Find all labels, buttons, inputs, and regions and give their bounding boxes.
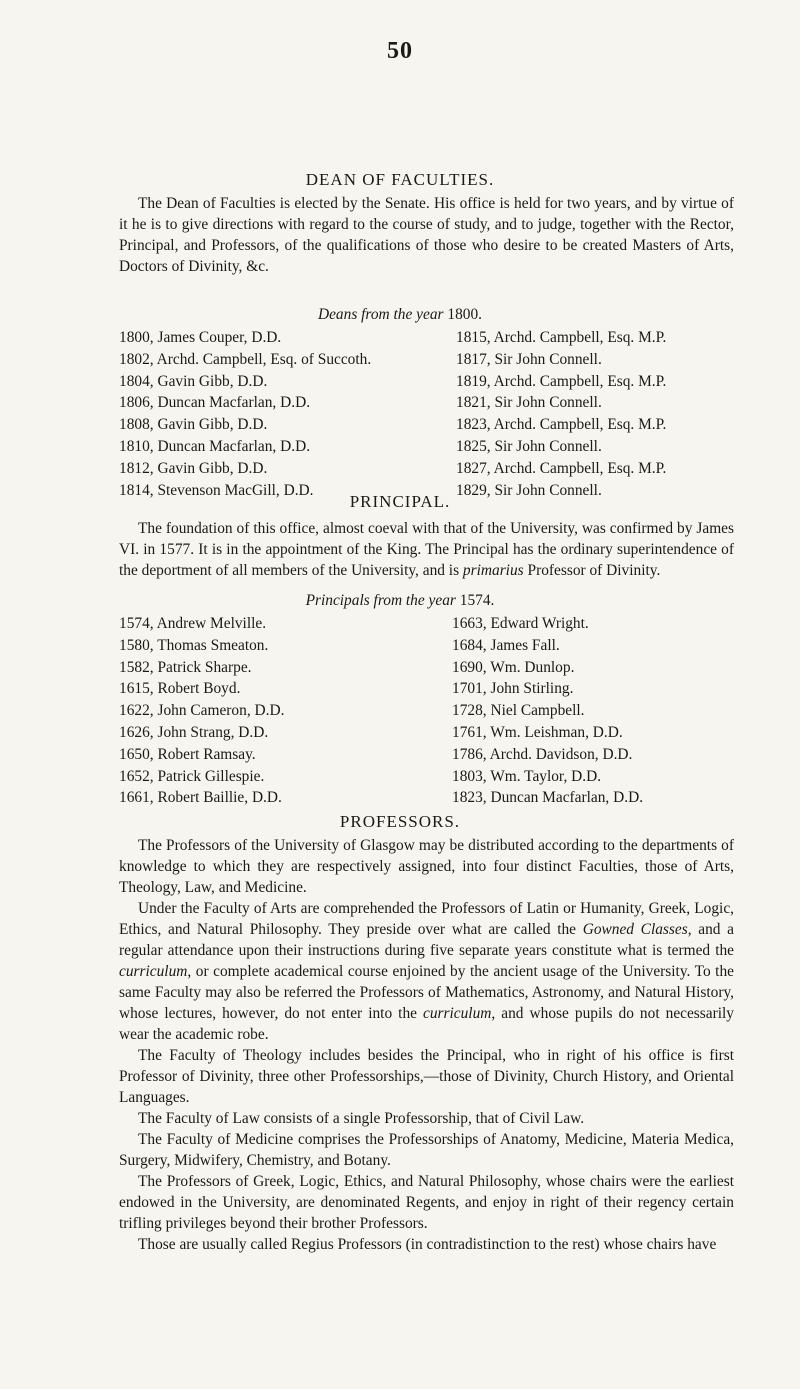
principals-caption-year: 1574. [459,592,495,609]
professors-paragraph-3: The Faculty of Theology includes besides the Principal, who in right of his office is first Professor of Divinity, three other Professorships,—those of Divinity, Church History, and Oriental Languages. [119,1047,734,1106]
deans-list-left [119,327,371,501]
list-item: 1802, Archd. Campbell, Esq. of Succoth. [119,350,372,368]
list-item: 1650, Robert Ramsay. [119,745,256,763]
list-item: 1803, Wm. Taylor, D.D. [452,767,602,785]
list-item: 1615, Robert Boyd. [119,680,241,698]
list-item: 1825, Sir John Connell. [456,437,602,455]
professors-paragraph-6: The Professors of Greek, Logic, Ethics, and Natural Philosophy, whose chairs were the earliest endowed in the University, are denominated Regents, and enjoy in right of their regency certain trifling privileges beyond their brother Professors. [119,1173,734,1232]
principal-heading: PRINCIPAL. [349,492,451,511]
principal-text-b: Professor of Divinity. [523,562,661,579]
professors-p2-emphasis-1: Gowned Classes [582,921,688,938]
principal-paragraph [119,518,734,581]
list-item: 1626, John Strang, D.D. [119,723,269,741]
list-item: 1786, Archd. Davidson, D.D. [452,745,633,763]
list-item: 1580, Thomas Smeaton. [119,636,269,654]
principal-emphasis: primarius [462,562,524,579]
list-item: 1829, Sir John Connell. [456,481,602,499]
professors-paragraph-4: The Faculty of Law consists of a single Professorship, that of Civil Law. [138,1110,585,1127]
professors-paragraph-7: Those are usually called Regius Professors (in contradistinction to the rest) whose chairs have [138,1236,717,1253]
deans-caption-text: Deans from the year [317,306,444,323]
list-item: 1800, James Couper, D.D. [119,329,282,346]
deans-list-right [456,327,666,501]
list-item: 1821, Sir John Connell. [456,394,602,412]
list-item: 1823, Archd. Campbell, Esq. M.P. [456,416,667,434]
professors-p2-text-c: , or complete academical course enjoined by the ancient usage of the University. To the same Faculty may also be referred the Professors of Mathematics, Astronomy, and Natural History, whose lectures, however, do not enter into the [119,963,734,1022]
list-item: 1684, James Fall. [452,636,560,654]
professors-paragraph-5: The Faculty of Medicine comprises the Professorships of Anatomy, Medicine, Materia Medica, Surgery, Midwifery, Chemistry, and Botany. [119,1131,734,1169]
list-item: 1815, Archd. Campbell, Esq. M.P. [456,329,667,346]
professors-p2-emphasis-2: curriculum [119,963,188,980]
list-item: 1817, Sir John Connell. [456,350,602,368]
professors-p2-text-d: , and whose pupils do not necessarily wear the academic robe. [119,1005,734,1043]
list-item: 1814, Stevenson MacGill, D.D. [119,481,314,499]
list-item: 1819, Archd. Campbell, Esq. M.P. [456,372,667,390]
list-item: 1701, John Stirling. [452,680,574,698]
dean-heading: DEAN OF FACULTIES. [305,170,495,189]
list-item: 1661, Robert Baillie, D.D. [119,789,282,807]
principals-caption-text: Principals from the year [305,592,456,609]
principals-list-right [452,613,643,809]
list-item: 1806, Duncan Macfarlan, D.D. [119,394,311,412]
professors-heading: PROFESSORS. [339,812,461,831]
list-item: 1827, Archd. Campbell, Esq. M.P. [456,459,667,477]
professors-paragraph-2 [119,898,734,1045]
list-item: 1652, Patrick Gillespie. [119,767,265,785]
list-item: 1690, Wm. Dunlop. [452,658,575,676]
dean-paragraph: The Dean of Faculties is elected by the Senate. His office is held for two years, and by virtue of it he is to give directions with regard to the course of study, and to judge, together with the Rector, Principal, and Professors, of the qualifications of those who desire to be created Masters of Arts, Doctors of Divinity, &c. [119,195,734,275]
list-item: 1804, Gavin Gibb, D.D. [119,372,268,390]
principals-list-caption [0,592,800,610]
list-item: 1810, Duncan Macfarlan, D.D. [119,437,311,455]
list-item: 1812, Gavin Gibb, D.D. [119,459,268,477]
list-item: 1808, Gavin Gibb, D.D. [119,416,268,434]
list-item: 1574, Andrew Melville. [119,615,267,632]
list-item: 1582, Patrick Sharpe. [119,658,252,676]
principals-list-left [119,613,284,809]
page-number: 50 [387,38,413,64]
professors-p2-text-b: , and a regular attendance upon their instructions during five separate years constitute what is termed the [119,921,734,959]
principal-text-a: The foundation of this office, almost coeval with that of the University, was confirmed by James VI. in 1577. It is in the appointment of the King. The Principal has the ordinary superintendence of the deportment of all members of the University, and is [119,520,734,579]
list-item: 1761, Wm. Leishman, D.D. [452,723,623,741]
deans-caption-year: 1800. [447,306,483,323]
deans-list-caption [0,306,800,324]
professors-p2-emphasis-3: curriculum [423,1005,492,1022]
list-item: 1622, John Cameron, D.D. [119,702,285,720]
list-item: 1728, Niel Campbell. [452,702,585,720]
professors-paragraph-1: The Professors of the University of Glasgow may be distributed according to the departments of knowledge to which they are respectively assigned, into four distinct Faculties, those of Arts, Theology, Law, and Medicine. [119,837,734,896]
list-item: 1663, Edward Wright. [452,615,589,632]
list-item: 1823, Duncan Macfarlan, D.D. [452,789,644,807]
professors-p2-text-a: Under the Faculty of Arts are comprehended the Professors of Latin or Humanity, Greek, Logic, Ethics, and Natural Philosophy. They preside over what are called the [119,900,734,938]
